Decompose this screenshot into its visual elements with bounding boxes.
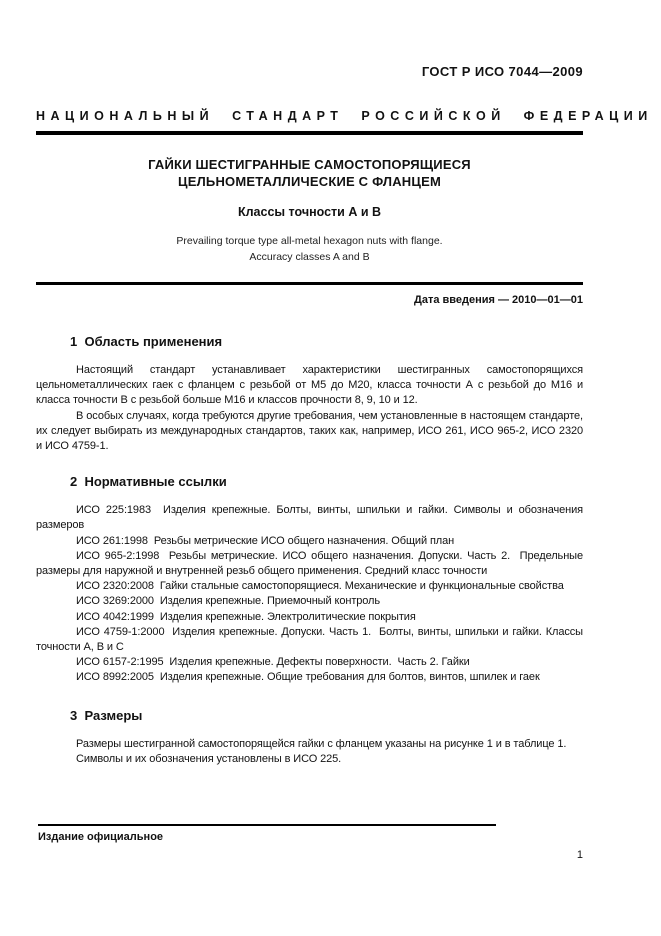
reference-item: ИСО 225:1983 Изделия крепежные. Болты, винты, шпильки и гайки. Символы и обозначения размеров [36,504,586,532]
reference-item: ИСО 261:1998 Резьбы метрические ИСО общего назначения. Общий план [76,534,455,547]
page-number: 1 [576,849,583,861]
doc-title-line2: ЦЕЛЬНОМЕТАЛЛИЧЕСКИЕ С ФЛАНЦЕМ [178,174,441,189]
header-rule [36,131,583,135]
doc-title-ru [36,156,583,190]
reference-item: ИСО 6157-2:1995 Изделия крепежные. Дефекты поверхности. Часть 2. Гайки [76,656,470,669]
doc-title-en-line1: Prevailing torque type all-metal hexagon nuts with flange. [176,235,443,247]
section-1-heading: 1 Область применения [70,334,223,349]
reference-item: ИСО 8992:2005 Изделия крепежные. Общие требования для болтов, винтов, шпилек и гаек [76,671,540,684]
reference-item: ИСО 4042:1999 Изделия крепежные. Электролитические покрытия [76,610,416,623]
doc-title-en-line2: Accuracy classes A and B [249,251,370,263]
section-3-paragraph-1: Размеры шестигранной самостопорящейся гайки с фланцем указаны на рисунке 1 и в таблице 1. [76,737,567,750]
reference-item: ИСО 965-2:1998 Резьбы метрические. ИСО общего назначения. Допуски. Часть 2. Предельные размеры для наружной и внутренней резьб общего применения. Средний класс точности [36,549,586,578]
effective-date: Дата введения — 2010—01—01 [414,294,583,306]
footer-rule [38,824,496,826]
section-2-heading: 2 Нормативные ссылки [70,474,227,490]
section-3-heading: 3 Размеры [70,707,143,723]
reference-item: ИСО 4759-1:2000 Изделия крепежные. Допуски. Часть 1. Болты, винты, шпильки и гайки. Классы точности А, В и С [36,625,586,654]
section-3-paragraph-2: Символы и их обозначения установлены в ИСО 225. [76,752,342,765]
edition-note: Издание официальное [38,831,164,843]
doc-title-line1: ГАЙКИ ШЕСТИГРАННЫЕ САМОСТОПОРЯЩИЕСЯ [148,157,471,172]
doc-title-en [36,233,583,265]
intro-rule [36,282,583,285]
section-1-paragraph-1: Настоящий стандарт устанавливает характеристики шестигранных самостопорящихся цельнометаллических гаек с фланцем с резьбой от М5 до М20, класса точности А с резьбой до М16 и класса точности В с резьбой больше М16 и классов прочности 8, 9, 10 и 12. [36,364,583,407]
reference-item: ИСО 2320:2008 Гайки стальные самостопорящиеся. Механические и функциональные свойства [76,580,564,593]
reference-list [36,503,586,685]
doc-subtitle: Классы точности А и В [237,205,382,219]
reference-item: ИСО 3269:2000 Изделия крепежные. Приемочный контроль [76,595,381,608]
doc-code: ГОСТ Р ИСО 7044—2009 [421,64,583,79]
national-standard-banner: НАЦИОНАЛЬНЫЙ СТАНДАРТ РОССИЙСКОЙ ФЕДЕРАЦИИ [36,109,653,123]
section-1-paragraph-2: В особых случаях, когда требуются другие требования, чем установленные в настоящем стандарте, их следует выбирать из международных стандартов, таких как, например, ИСО 261, ИСО 965-2, ИСО 2320 и ИСО 4759-1. [36,409,583,453]
